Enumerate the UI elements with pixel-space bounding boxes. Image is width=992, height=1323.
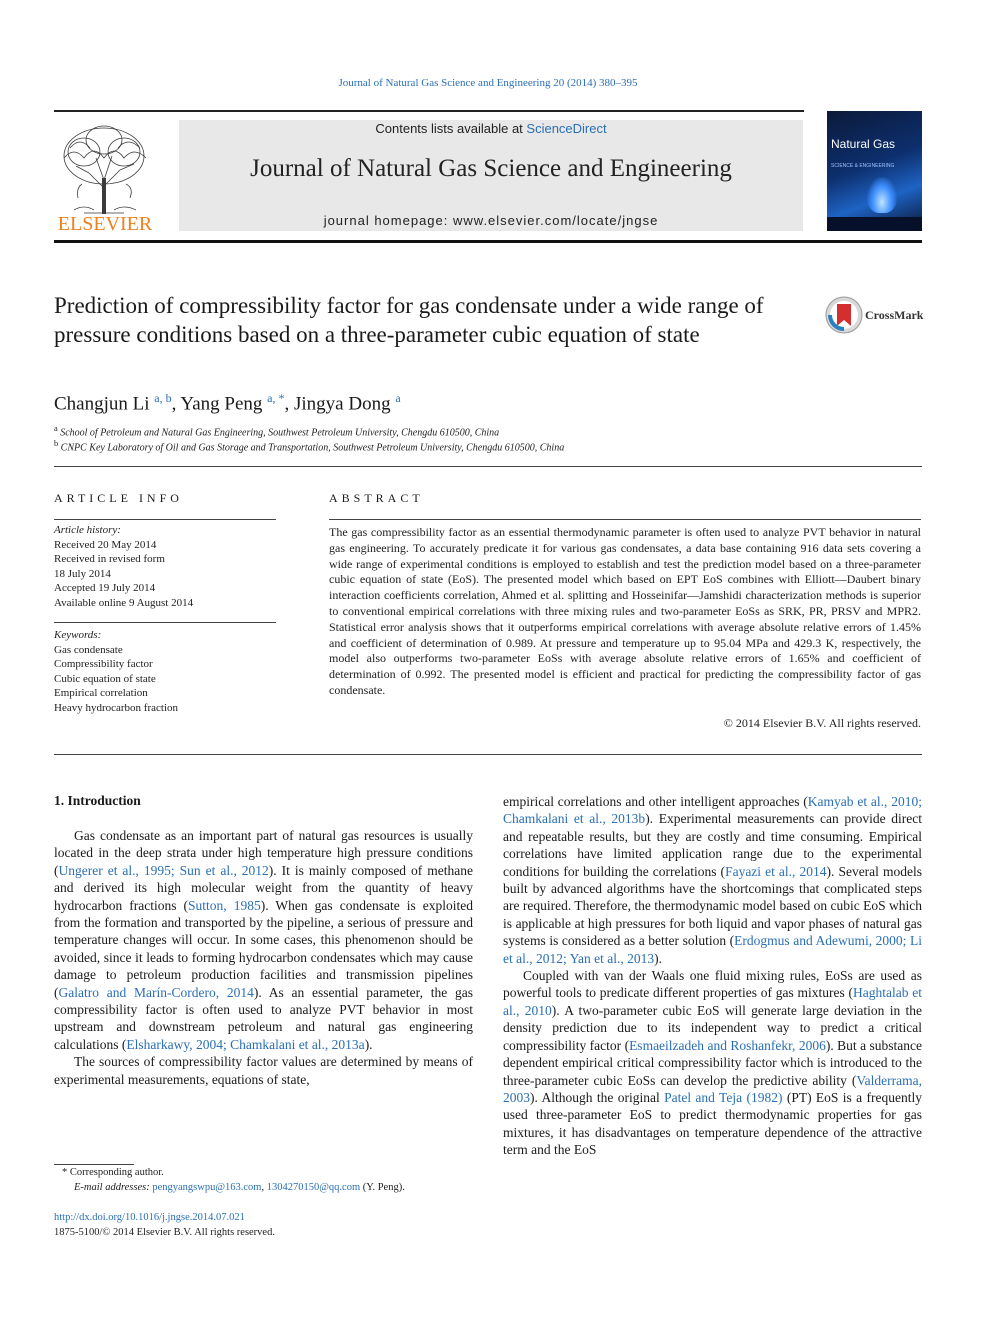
- author-name: Jingya Dong: [294, 393, 391, 415]
- keyword-item: Heavy hydrocarbon fraction: [54, 701, 179, 714]
- author-affiliation-marker[interactable]: a: [395, 391, 401, 405]
- abstract-bottom-rule: [54, 754, 922, 755]
- body-text: ).: [654, 950, 662, 966]
- intro-paragraph-2: [54, 1053, 473, 1088]
- body-text: empirical correlations and other intelligent approaches (: [503, 794, 808, 809]
- body-text: ). Although the original: [530, 1089, 665, 1105]
- article-info-rule: [54, 519, 276, 520]
- journal-citation-link[interactable]: Journal of Natural Gas Science and Engineering 20 (2014) 380–395: [338, 77, 638, 89]
- affiliation-a: $^a$ School of Petroleum and Natural Gas Engineering, Southwest Petroleum University, Chengdu 610500, China: [54, 424, 500, 439]
- issn-line: 1875-5100/© 2014 Elsevier B.V. All rights reserved.: [54, 1227, 275, 1238]
- citation-link[interactable]: Galatro and Marín-Cordero, 2014: [58, 984, 254, 1000]
- journal-name: Journal of Natural Gas Science and Engineering: [250, 155, 732, 182]
- citation-link[interactable]: Patel and Teja (1982): [664, 1089, 783, 1105]
- header-bottom-rule: [54, 240, 922, 243]
- body-text: ). As an essential parameter, the gas compressibility factor is often used to analyze PVT behavior in most upstream and downstream petroleum and natural gas engineering calculations (: [54, 984, 474, 1052]
- body-left-column: [54, 827, 473, 1088]
- citation-link[interactable]: Kamyab et al., 2010; Chamkalani et al., 2013b: [503, 794, 922, 827]
- author-affiliation-marker[interactable]: a, *: [267, 391, 285, 405]
- crossmark-label: CrossMark: [865, 308, 924, 322]
- citation-link[interactable]: Fayazi et al., 2014: [725, 863, 827, 879]
- body-text: ). But a substance dependent empirical critical compressibility factor which is introduced to the three-parameter cubic EoSs can develop the predictive ability (: [503, 1037, 922, 1088]
- body-text: ). Several models built by advanced algorithms have the shortcomings that complicated steps are required. Therefore, the thermodynamic model based on cubic EoS which is applicable at high pressures for both liquid and vapor phases of natural gas systems is considered as a better solution (: [503, 863, 922, 949]
- cover-subtitle: SCIENCE & ENGINEERING: [831, 163, 895, 169]
- keywords-block: [54, 628, 276, 715]
- cover-flame-graphic: [867, 177, 897, 213]
- author-name: Yang Peng: [180, 393, 263, 415]
- keyword-item: Compressibility factor: [54, 658, 153, 670]
- cover-base: [827, 217, 922, 231]
- article-info-heading: ARTICLE INFO: [54, 491, 183, 505]
- history-item: Received 20 May 2014: [54, 538, 157, 551]
- crossmark-button[interactable]: [825, 296, 925, 336]
- contents-line: Contents lists available at ScienceDirect: [375, 121, 607, 136]
- article-title: Prediction of compressibility factor for gas condensate under a wide range of pressure conditions based on a three-parameter cubic equation of state: [54, 293, 764, 347]
- abstract-rule: [329, 519, 921, 520]
- intro-paragraph-2-cont: [503, 793, 922, 967]
- citation-link[interactable]: Esmaeilzadeh and Roshanfekr, 2006: [629, 1037, 826, 1053]
- body-right-column: [503, 793, 922, 1159]
- email-note: E-mail addresses: pengyangswpu@163.com, 1304270150@qq.com (Y. Peng).: [74, 1182, 405, 1193]
- abstract-text: The gas compressibility factor as an essential thermodynamic parameter is often used to analyze PVT behavior in natural gas engineering. To accurately predicate it for various gas condensates, a data base containing 916 data sets covering a wide range of experimental conditions is employed to establish and test the prediction model based on a three-parameter cubic equation of state (EoS). The presented model which based on EPT EoS combines with Elliott—Daubert binary interaction coefficients correlation, Ahmed et al. splitting and Hosseinifar—Jamshidi characterization methods is superior to conventional empirical correlations with three mixing rules and two-parameter EoSs as SRK, PR, PRSV and MPR2. Statistical error analysis shows that it outperforms empirical correlations with average absolute relative errors of 1.45% and coefficient of determination of 0.989. At pressure and temperature up to 95.04 MPa and 429.3 K, respectively, the model also outperforms two-parameter EoSs with average absolute relative errors of 1.65% and coefficient of determination of 0.992. The presented model is efficient and practical for predicting the compressibility factor of gas condensate.: [329, 525, 921, 697]
- journal-homepage: journal homepage: www.elsevier.com/locate/jngse: [323, 213, 659, 228]
- cover-title: Natural Gas: [831, 137, 896, 151]
- homepage-url-link[interactable]: www.elsevier.com/locate/jngse: [453, 213, 659, 228]
- citation-link[interactable]: Sutton, 1985: [188, 897, 261, 913]
- history-label: Article history:: [54, 524, 121, 536]
- author-affiliation-marker[interactable]: a, b: [154, 391, 172, 405]
- history-item: Accepted 19 July 2014: [54, 582, 156, 594]
- history-item: Available online 9 August 2014: [54, 596, 194, 609]
- email-link-2[interactable]: 1304270150@qq.com: [266, 1182, 361, 1193]
- keywords-rule: [54, 622, 276, 623]
- keyword-item: Gas condensate: [54, 643, 123, 656]
- citation-link[interactable]: Valderrama, 2003: [503, 1072, 922, 1105]
- keyword-item: Empirical correlation: [54, 687, 148, 699]
- author-list: Changjun Li $^{a, b}$, Yang Peng $^{a, *}$, Jingya Dong $^a$: [54, 391, 401, 415]
- citation-link[interactable]: Erdogmus and Adewumi, 2000; Li et al., 2012; Yan et al., 2013: [503, 933, 922, 966]
- journal-cover-image: [827, 111, 922, 231]
- section-heading-introduction: 1. Introduction: [54, 793, 141, 808]
- abstract-heading: ABSTRACT: [329, 491, 424, 505]
- history-list: [54, 538, 276, 611]
- body-text: Coupled with van der Waals one fluid mixing rules, EoSs are used as powerful tools to predicate different properties of gas mixtures (: [503, 968, 922, 1001]
- body-text: ). Experimental measurements can provide direct and repeatable results, but they are costly and time consuming. Empirical correlations have limited application range due to the experimental conditions for building the correlations (: [503, 811, 922, 879]
- keywords-label: Keywords:: [54, 629, 102, 641]
- citation-link[interactable]: Haghtalab et al., 2010: [503, 985, 922, 1018]
- affiliation-b: $^b$ CNPC Key Laboratory of Oil and Gas Storage and Transportation, Southwest Petroleum University, Chengdu 610500, China: [54, 439, 565, 454]
- header-top-rule: [54, 110, 804, 112]
- body-text: (PT) EoS is a frequently used three-parameter EoS to predict thermodynamic properties for gas mixtures, it has disadvantages on temperature dependence of the attractive term and the EoS: [503, 1089, 922, 1158]
- abstract-copyright: © 2014 Elsevier B.V. All rights reserved.: [723, 716, 921, 730]
- history-item: Received in revised form: [54, 553, 165, 565]
- body-text: ). It is mainly composed of methane and derived its high molecular weight from the quantity of heavy hydrocarbon fractions (: [54, 862, 473, 913]
- body-text: The sources of compressibility factor values are determined by means of experimental measurements, equations of state,: [54, 1054, 473, 1087]
- email-link-1[interactable]: pengyangswpu@163.com: [152, 1182, 262, 1193]
- history-item: 18 July 2014: [54, 567, 111, 580]
- author-name: Changjun Li: [54, 393, 150, 415]
- body-text: Gas condensate as an important part of natural gas resources is usually located in the deep strata under high temperature high pressure conditions (: [54, 828, 473, 878]
- keyword-list: [54, 643, 276, 716]
- body-text: ). When gas condensate is exploited from the formation and transported by the pipeline, a serious of pressure and temperature changes will occur. In some cases, this phenomenon should be avoided, since it leads to forming hydrocarbon condensates which may cause damage to petroleum production facilities and transmission pipelines (: [54, 897, 474, 1000]
- keyword-item: Cubic equation of state: [54, 672, 156, 685]
- corresponding-author-note: * Corresponding author.: [62, 1167, 164, 1178]
- affiliation-divider: [54, 466, 922, 467]
- crossmark-icon: [825, 296, 863, 334]
- article-history: [54, 523, 276, 610]
- body-text: ). A two-parameter cubic EoS will generate large deviation in the density prediction due to its independent way to predict a critical compressibility factor (: [503, 1002, 922, 1053]
- citation-link[interactable]: Elsharkawy, 2004; Chamkalani et al., 2013a: [126, 1036, 365, 1052]
- citation-link[interactable]: Ungerer et al., 1995; Sun et al., 2012: [58, 862, 269, 878]
- publisher-name: ELSEVIER: [57, 213, 153, 235]
- footnotes: [54, 1165, 473, 1195]
- sciencedirect-link[interactable]: ScienceDirect: [526, 121, 607, 136]
- body-text: ).: [364, 1036, 373, 1052]
- doi-link[interactable]: http://dx.doi.org/10.1016/j.jngse.2014.07.021: [54, 1212, 245, 1223]
- intro-paragraph-3: [503, 967, 922, 1158]
- intro-paragraph-1: [54, 827, 473, 1053]
- doi-block: [54, 1210, 275, 1240]
